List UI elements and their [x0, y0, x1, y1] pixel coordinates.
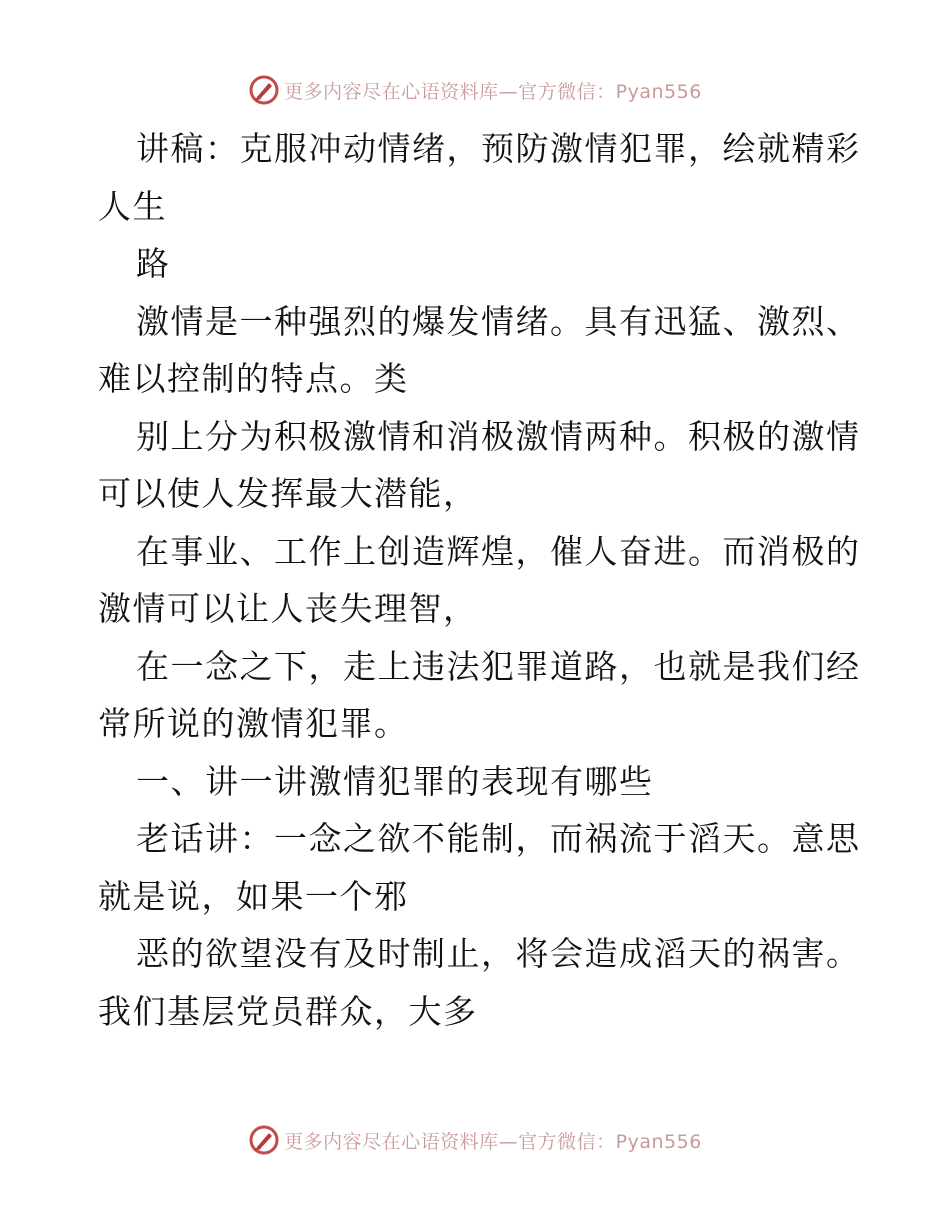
text-line: 讲稿：克服冲动情绪，预防激情犯罪，绘就精彩	[136, 129, 861, 168]
watermark-text: 更多内容尽在心语资料库—官方微信：Pyan556	[284, 1130, 702, 1153]
text-line: 难以控制的特点。类	[98, 359, 409, 398]
text-line: 在一念之下，走上违法犯罪道路，也就是我们经	[136, 646, 861, 686]
text-line: 就是说，如果一个邪	[98, 876, 409, 916]
pen-circle-logo-icon	[248, 74, 280, 106]
text-line: 我们基层党员群众，大多	[98, 991, 478, 1031]
text-line: 人生	[98, 186, 167, 226]
text-line: 别上分为积极激情和消极激情两种。积极的激情	[136, 416, 861, 456]
text-line: 激情可以让人丧失理智，	[98, 589, 478, 628]
text-line: 激情是一种强烈的爆发情绪。具有迅猛、激烈、	[136, 301, 861, 341]
pen-circle-logo-icon	[248, 1124, 280, 1156]
watermark-header	[0, 70, 950, 110]
text-line: 可以使人发挥最大潜能，	[98, 474, 478, 513]
text-line: 恶的欲望没有及时制止，将会造成滔天的祸害。	[136, 934, 861, 973]
section-heading: 一、讲一讲激情犯罪的表现有哪些	[136, 761, 654, 801]
watermark-footer	[0, 1120, 950, 1160]
watermark-text: 更多内容尽在心语资料库—官方微信：Pyan556	[284, 80, 702, 103]
text-line: 路	[136, 244, 171, 283]
text-line: 老话讲：一念之欲不能制，而祸流于滔天。意思	[136, 819, 861, 858]
document-body	[98, 120, 861, 1040]
text-line: 常所说的激情犯罪。	[98, 704, 409, 743]
text-line: 在事业、工作上创造辉煌，催人奋进。而消极的	[136, 531, 861, 571]
